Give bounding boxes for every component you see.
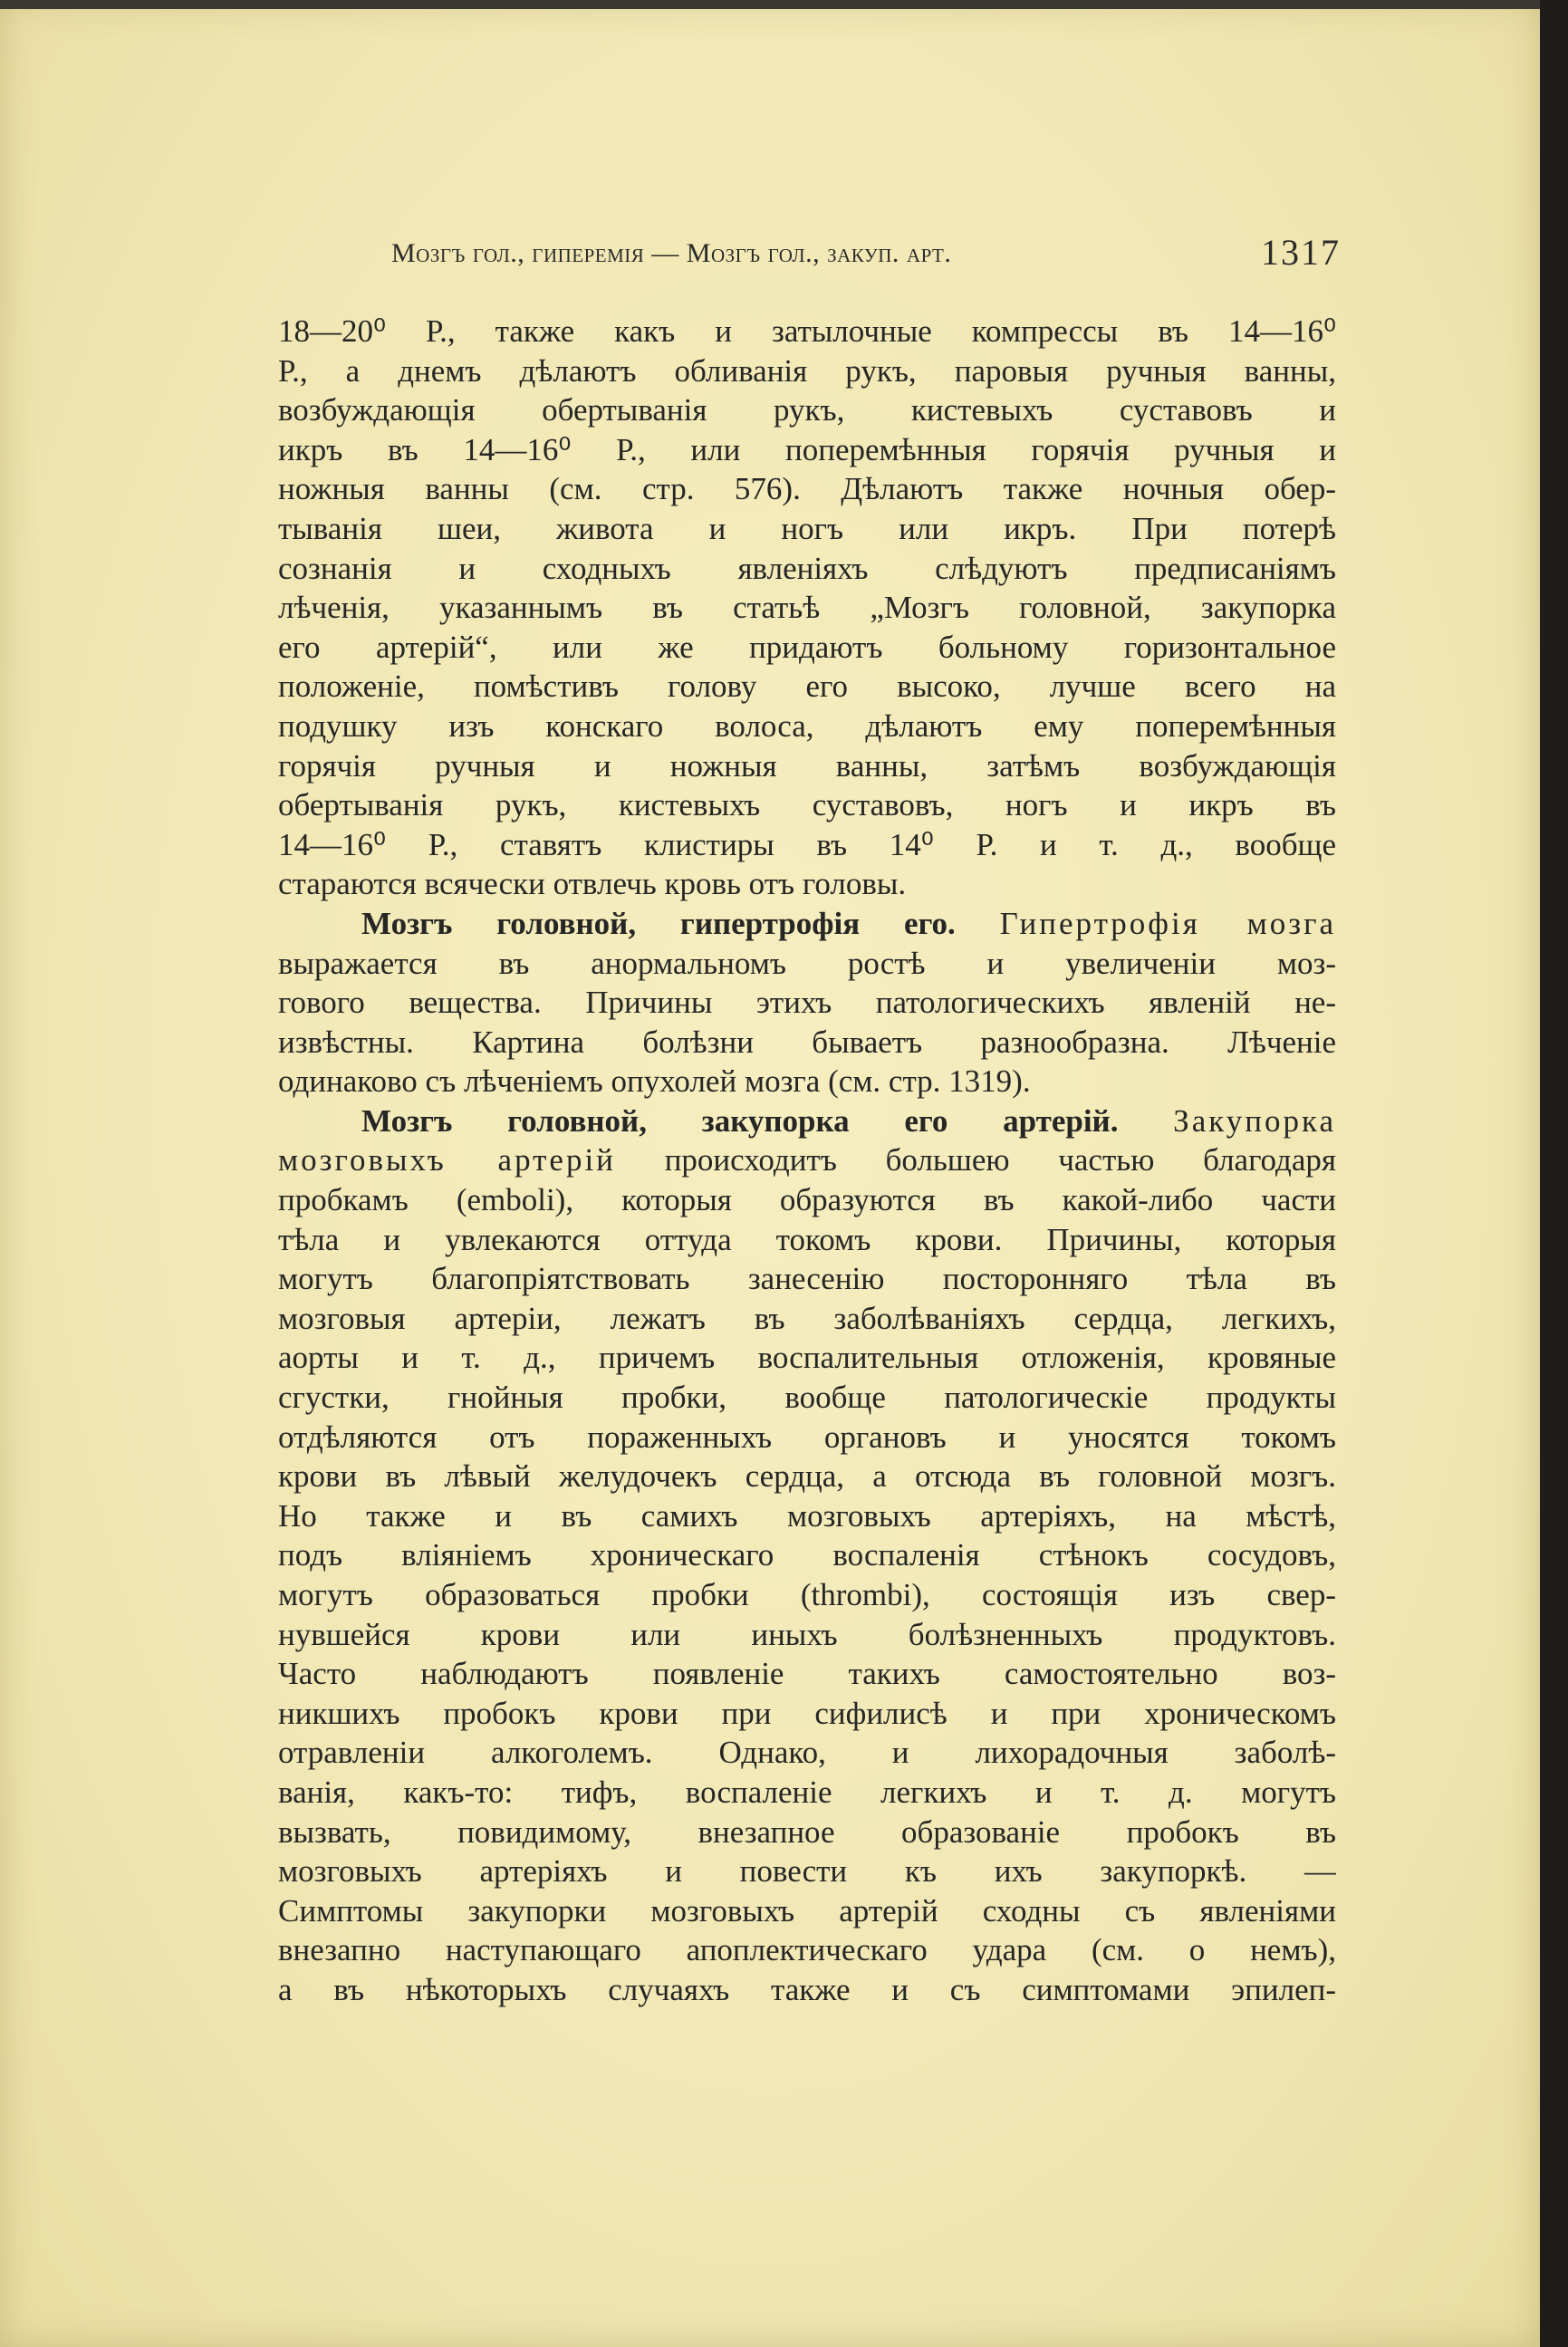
text-line: крови въ лѣвый желудочекъ сердца, а отсюда въ головной мозгъ. — [278, 1458, 1336, 1495]
text-line: горячія ручныя и ножныя ванны, затѣмъ возбуждающія — [278, 747, 1336, 784]
running-head-title: Мозгъ гол., гиперемія — Мозгъ гол., закуп. арт. — [391, 238, 952, 268]
text-line: стараются всячески отвлечь кровь отъ головы. — [278, 866, 907, 902]
text-line: вызвать, повидимому, внезапное образованіе пробокъ въ — [278, 1813, 1336, 1850]
text-line: могутъ благопріятствовать занесенію посторонняго тѣла въ — [278, 1261, 1336, 1297]
body-text — [278, 312, 1336, 2010]
text-line: выражается въ анормальномъ ростѣ и увеличеніи моз- — [278, 945, 1336, 981]
text-line: лѣченія, указаннымъ въ статьѣ „Мозгъ головной, закупорка — [278, 590, 1336, 626]
term-cerebral-arteries: мозговыхъ артерій — [278, 1142, 616, 1178]
text-line: положеніе, помѣстивъ голову его высоко, лучше всего на — [278, 669, 1336, 705]
text-line: сознанія и сходныхъ явленіяхъ слѣдуютъ предписаніямъ — [278, 550, 1336, 586]
text-line: отдѣляются отъ пораженныхъ органовъ и уносятся токомъ — [278, 1419, 1336, 1455]
text-line: тыванія шеи, живота и ногъ или икръ. При потерѣ — [278, 510, 1336, 546]
text-line: тѣла и увлекаются оттуда токомъ крови. Причины, которыя — [278, 1221, 1336, 1257]
text-line: Р., а днемъ дѣлаютъ обливанія рукъ, паровыя ручныя ванны, — [278, 352, 1336, 389]
text-line: а въ нѣкоторыхъ случаяхъ также и съ симптомами эпилеп- — [278, 1971, 1336, 2007]
text-line: пробкамъ (emboli), которыя образуются въ какой-либо части — [278, 1182, 1336, 1218]
section-heading-embolism: Мозгъ головной, закупорка его артерій. — [361, 1102, 1119, 1139]
text-line: Симптомы закупорки мозговыхъ артерій сходны съ явленіями — [278, 1892, 1336, 1929]
text-line: икръ въ 14—16⁰ Р., или поперемѣнныя горячія ручныя и — [278, 431, 1336, 467]
text-line: нувшейся крови или иныхъ болѣзненныхъ продуктовъ. — [278, 1616, 1336, 1652]
running-head — [272, 231, 1341, 285]
text-line: подъ вліяніемъ хроническаго воспаленія стѣнокъ сосудовъ, — [278, 1537, 1336, 1573]
text-line: 14—16⁰ Р., ставятъ клистиры въ 14⁰ Р. и т. д., вообще — [278, 826, 1336, 862]
section-hypertrophy-first-line — [278, 904, 1336, 944]
text-line: отравленіи алкоголемъ. Однако, и лихорадочныя заболѣ- — [278, 1735, 1336, 1771]
text-line: ножныя ванны (см. стр. 576). Дѣлаютъ также ночныя обер- — [278, 471, 1336, 507]
term-hypertrophy: Гипертрофія мозга — [999, 905, 1336, 941]
scan-edge-top — [0, 0, 1540, 9]
text-line: подушку изъ конскаго волоса, дѣлаютъ ему поперемѣнныя — [278, 707, 1336, 744]
text-line: 18—20⁰ Р., также какъ и затылочные компрессы въ 14—16⁰ — [278, 313, 1336, 349]
text-line: обертыванія рукъ, кистевыхъ суставовъ, ногъ и икръ въ — [278, 787, 1336, 823]
text-line: извѣстны. Картина болѣзни бываетъ разнообразна. Лѣченіе — [278, 1024, 1336, 1060]
text-line: сгустки, гнойныя пробки, вообще патологическіе продукты — [278, 1380, 1336, 1416]
section-embolism-first-line — [278, 1101, 1336, 1141]
text-line: мозговыя артеріи, лежатъ въ заболѣваніяхъ сердца, легкихъ, — [278, 1300, 1336, 1336]
text-line: ванія, какъ-то: тифъ, воспаленіе легкихъ и т. д. могутъ — [278, 1774, 1336, 1810]
text-line: его артерій“, или же придаютъ больному горизонтальное — [278, 629, 1336, 665]
text-line: возбуждающія обертыванія рукъ, кистевыхъ суставовъ и — [278, 392, 1336, 428]
text-line: могутъ образоваться пробки (thrombi), состоящія изъ свер- — [278, 1577, 1336, 1612]
text-line: мозговыхъ артеріяхъ и повести къ ихъ закупоркѣ. — — [278, 1853, 1336, 1890]
text-line: Часто наблюдаютъ появленіе такихъ самостоятельно воз- — [278, 1656, 1336, 1692]
text-line: аорты и т. д., причемъ воспалительныя отложенія, кровяные — [278, 1340, 1336, 1376]
text-line: одинаково съ лѣченіемъ опухолей мозга (см. стр. 1319). — [278, 1063, 1031, 1100]
text-fragment: происходитъ большею частью благодаря — [664, 1142, 1336, 1178]
page-number: 1317 — [1261, 232, 1341, 273]
scan-edge-right — [1540, 0, 1568, 2347]
text-line: внезапно наступающаго апоплектическаго удара (см. о немъ), — [278, 1932, 1336, 1968]
text-line: никшихъ пробокъ крови при сифилисѣ и при хроническомъ — [278, 1695, 1336, 1731]
text-line: гового вещества. Причины этихъ патологическихъ явленій не- — [278, 985, 1336, 1021]
section-heading-hypertrophy: Мозгъ головной, гипертрофія его. — [361, 905, 956, 941]
section-embolism-second-line — [278, 1140, 1336, 1180]
text-line: Но также и въ самихъ мозговыхъ артеріяхъ, на мѣстѣ, — [278, 1497, 1336, 1534]
term-embolism: Закупорка — [1173, 1102, 1336, 1139]
